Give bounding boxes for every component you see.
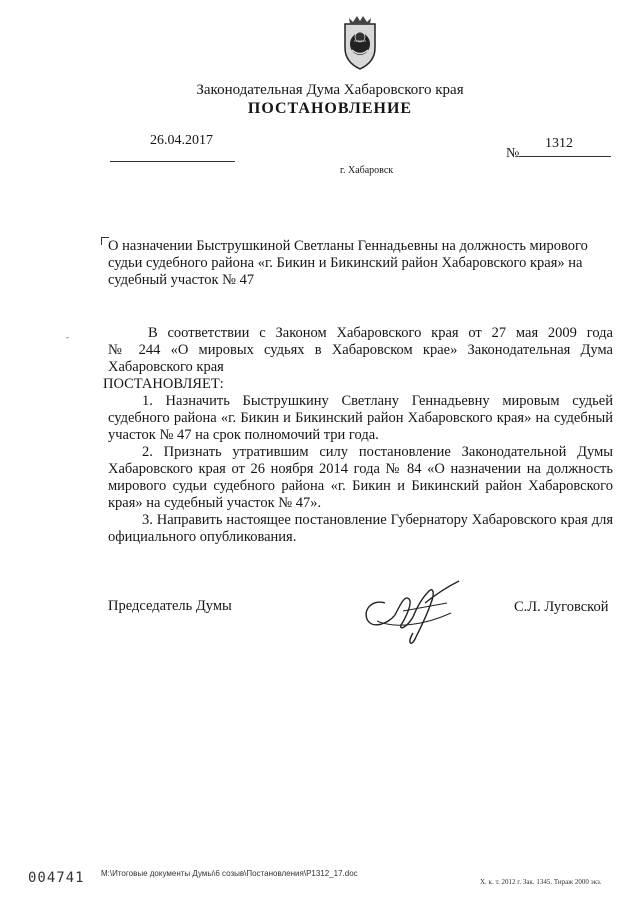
item-3-line-2: официального опубликования. <box>108 529 297 545</box>
signatory-name: С.Л. Луговской <box>514 599 609 615</box>
print-info: Х. к. т. 2012 г. Зак. 1345. Тираж 2000 экз. <box>480 878 602 886</box>
item-2-line-1: 2. Признать утратившим силу постановление Законодательной Думы <box>142 444 613 460</box>
preamble-line-1: В соответствии с Законом Хабаровского края от 27 мая 2009 года <box>148 325 613 341</box>
item-2-line-3: мирового судьи судебного района «г. Бикин и Бикинский район Хабаровского <box>108 478 613 494</box>
date-underline <box>110 161 235 162</box>
item-1-line-3: участок № 47 на срок полномочий три года. <box>108 427 379 443</box>
document-type: ПОСТАНОВЛЕНИЕ <box>247 100 413 117</box>
item-2-line-4: края» на судебный участок № 47». <box>108 495 322 511</box>
signatory-title: Председатель Думы <box>108 598 232 614</box>
document-number: 1312 <box>545 136 573 151</box>
issuing-body: Законодательная Дума Хабаровского края <box>196 82 464 98</box>
city: г. Хабаровск <box>340 165 394 176</box>
number-underline <box>519 156 611 157</box>
document-subject: О назначении Быструшкиной Светланы Геннадьевны на должность мирового судьи судебного района «г. Бикин и Бикинский район Хабаровского края» на судебный участок № 47 <box>108 238 588 288</box>
resolves-heading: ПОСТАНОВЛЯЕТ: <box>103 376 224 392</box>
preamble-line-2: № 244 «О мировых судьях в Хабаровском крае» Законодательная Дума <box>108 342 613 358</box>
document-date: 26.04.2017 <box>150 133 213 148</box>
coat-of-arms-emblem <box>335 10 385 72</box>
margin-mark: - <box>66 332 69 342</box>
document-body <box>103 325 613 546</box>
item-1-line-2: судебного района «г. Бикин и Бикинский район Хабаровского края» на судебный <box>108 410 613 426</box>
preamble-line-3: Хабаровского края <box>108 359 224 375</box>
item-3-line-1: 3. Направить настоящее постановление Губернатору Хабаровского края для <box>142 512 613 528</box>
archive-number: 004741 <box>28 870 85 886</box>
handwritten-signature <box>355 573 465 651</box>
file-path: M:\Итоговые документы Думы\6 созыв\Постановления\P1312_17.doc <box>101 869 358 878</box>
number-sign: № <box>506 146 520 161</box>
item-2-line-2: Хабаровского края от 26 ноября 2014 года № 84 «О назначении на должность <box>108 461 613 477</box>
item-1-line-1: 1. Назначить Быструшкину Светлану Геннадьевну мировым судьей <box>142 393 613 409</box>
